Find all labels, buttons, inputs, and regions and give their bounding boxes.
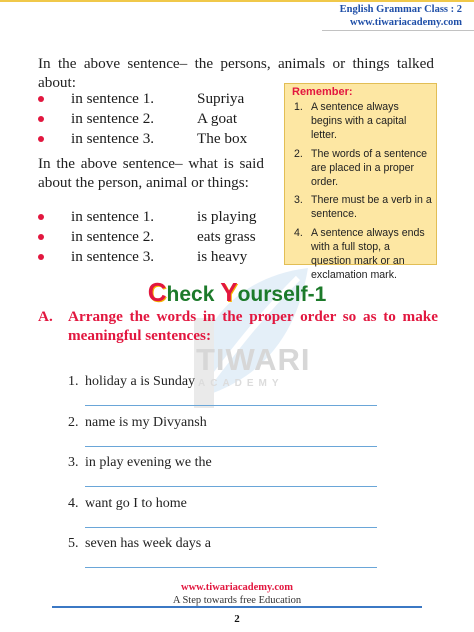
list-item-label: in sentence 2. bbox=[71, 110, 155, 127]
list-item-value: is heavy bbox=[197, 248, 248, 265]
answer-line[interactable] bbox=[85, 486, 377, 487]
title-first-letter: C bbox=[147, 277, 167, 307]
list-item-label: in sentence 3. bbox=[71, 130, 155, 147]
exercise-item bbox=[68, 535, 388, 576]
answer-line[interactable] bbox=[85, 405, 377, 406]
section-label: A. bbox=[38, 308, 53, 325]
list-item-label: in sentence 3. bbox=[71, 248, 155, 265]
list-item bbox=[38, 89, 278, 109]
bullet-icon bbox=[38, 96, 44, 102]
title-part-1: heck bbox=[166, 283, 221, 306]
remember-item-number: 3. bbox=[294, 194, 303, 207]
answer-line[interactable] bbox=[85, 446, 377, 447]
list-item-value: A goat bbox=[197, 110, 238, 127]
bullet-icon bbox=[38, 234, 44, 240]
list-item-value: eats grass bbox=[197, 228, 256, 245]
bullet-icon bbox=[38, 136, 44, 142]
exercise-number: 5. bbox=[68, 536, 79, 551]
page-number: 2 bbox=[234, 613, 240, 625]
check-yourself-title bbox=[0, 277, 474, 307]
remember-item bbox=[285, 226, 436, 283]
exercise-item bbox=[68, 454, 388, 495]
remember-item-text: There must be a verb in a sentence. bbox=[311, 194, 432, 221]
header-divider bbox=[322, 30, 474, 31]
list-item bbox=[38, 109, 278, 129]
header-book-title: English Grammar Class : 2 bbox=[339, 4, 462, 15]
predicate-list bbox=[38, 207, 278, 267]
bullet-icon bbox=[38, 116, 44, 122]
exercise-text: holiday a is Sunday bbox=[85, 374, 196, 389]
exercise-number: 1. bbox=[68, 374, 79, 389]
exercise-list bbox=[68, 373, 388, 576]
title-second-letter: Y bbox=[220, 277, 238, 307]
bullet-icon bbox=[38, 254, 44, 260]
footer-divider bbox=[52, 606, 422, 608]
list-item-label: in sentence 1. bbox=[71, 90, 155, 107]
remember-item-text: A sentence always begins with a capital letter. bbox=[311, 101, 407, 142]
list-item-value: is playing bbox=[197, 208, 257, 225]
footer-website-link[interactable]: www.tiwariacademy.com bbox=[181, 582, 293, 593]
list-item-value: The box bbox=[197, 130, 248, 147]
paragraph-predicates-intro: In the above sentence– what is said about the person, animal or things: bbox=[38, 155, 264, 191]
paragraph-subjects-intro: In the above sentence– the persons, animals or things talked about: bbox=[38, 55, 434, 91]
list-item bbox=[38, 129, 278, 149]
exercise-number: 3. bbox=[68, 455, 79, 470]
remember-item bbox=[285, 193, 436, 221]
watermark-text: TIWARI bbox=[196, 342, 311, 377]
exercise-item bbox=[68, 495, 388, 536]
bullet-icon bbox=[38, 214, 44, 220]
remember-item-number: 1. bbox=[294, 101, 303, 113]
exercise-text: seven has week days a bbox=[85, 536, 211, 551]
subject-list bbox=[38, 89, 278, 149]
list-item bbox=[38, 207, 278, 227]
list-item bbox=[38, 247, 278, 267]
remember-item-text: The words of a sentence are placed in a proper order. bbox=[311, 147, 428, 189]
top-border bbox=[0, 0, 474, 2]
exercise-number: 4. bbox=[68, 495, 79, 511]
section-text: Arrange the words in the proper order so as to make meaningful sentences: bbox=[68, 308, 438, 344]
footer-tagline: A Step towards free Education bbox=[172, 595, 302, 606]
remember-item bbox=[285, 147, 436, 190]
remember-item-text: A sentence always ends with a full stop, a question mark or an exclamation mark. bbox=[311, 226, 425, 282]
exercise-number: 2. bbox=[68, 414, 79, 430]
remember-list bbox=[285, 100, 436, 286]
exercise-text: name is my Divyansh bbox=[85, 414, 207, 430]
exercise-text: in play evening we the bbox=[85, 455, 212, 470]
exercise-item bbox=[68, 373, 388, 414]
answer-line[interactable] bbox=[85, 527, 377, 528]
list-item bbox=[38, 227, 278, 247]
header-website[interactable]: www.tiwariacademy.com bbox=[350, 17, 462, 28]
remember-item-number: 4. bbox=[294, 226, 303, 239]
list-item-label: in sentence 1. bbox=[71, 208, 155, 225]
list-item-value: Supriya bbox=[197, 90, 245, 107]
title-part-2: ourself-1 bbox=[237, 283, 327, 306]
remember-title: Remember: bbox=[292, 86, 353, 98]
watermark-subtext: ACADEMY bbox=[198, 378, 284, 389]
answer-line[interactable] bbox=[85, 567, 377, 568]
remember-box bbox=[284, 83, 437, 282]
exercise-text: want go I to home bbox=[85, 495, 187, 511]
remember-item bbox=[285, 100, 436, 143]
exercise-item bbox=[68, 414, 388, 455]
list-item-label: in sentence 2. bbox=[71, 228, 155, 245]
remember-item-number: 2. bbox=[294, 147, 303, 160]
